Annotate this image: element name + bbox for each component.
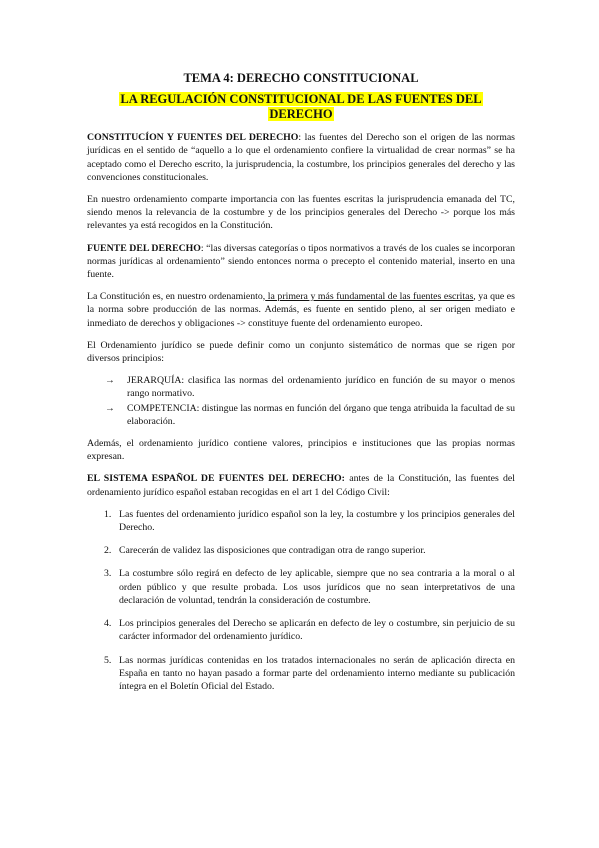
list-number: 1. (104, 508, 112, 520)
heading-constitucion-fuentes: CONSTITUCÍON Y FUENTES DEL DERECHO (87, 132, 299, 144)
arrow-icon: → (105, 375, 115, 387)
document-page (87, 72, 515, 703)
codigo-civil-articles-list (87, 508, 515, 693)
list-item (87, 402, 515, 428)
list-item-text: Carecerán de validez las disposiciones que contradigan otra de rango superior. (119, 545, 426, 557)
list-item-text: Las fuentes del ordenamiento jurídico español son la ley, la costumbre y los principios generales del Derecho. (119, 508, 515, 534)
paragraph-constitucion-fuentes (87, 131, 515, 184)
list-item (87, 617, 515, 643)
paragraph-sistema-espanol (87, 472, 515, 498)
list-item (87, 374, 515, 400)
arrow-icon: → (105, 402, 115, 414)
paragraph-text: , ya que es la norma sobre producción de las normas. Además, es fuente en sentido pleno, al ser origen mediato e inmediato de derechos y obligaciones -> constituye fuente del ordenamiento europeo. (87, 291, 515, 329)
list-item-text: JERARQUÍA: clasifica las normas del ordenamiento jurídico en función de su mayor o menos rango normativo. (127, 375, 515, 400)
paragraph-text: : las fuentes del Derecho son el origen de las normas jurídicas en el sentido de “aquello a lo que el ordenamiento confiere la virtualidad de crear normas” se ha aceptado como el Derecho escrito, la jurisprudencia, la costumbre, los principios generales del derecho y las convenciones constitucionales. (87, 132, 515, 183)
underlined-text: la primera y más fundamental de las fuentes escritas (265, 291, 474, 303)
subtitle-line-2: DERECHO (269, 107, 333, 122)
paragraph-text: La Constitución es, en nuestro ordenamiento, (87, 291, 266, 303)
list-item (87, 544, 515, 557)
paragraph-text: : “las diversas categorías o tipos normativos a través de los cuales se incorporan normas jurídicas al ordenamiento” siendo entonces norma o precepto el contenido material, inserto en una fuente. (87, 242, 515, 281)
paragraph-text: antes de la Constitución, las fuentes del ordenamiento jurídico español estaban recogidas en el art 1 del Código Civil: (87, 473, 515, 498)
paragraph-constitucion (87, 290, 515, 330)
heading-fuente-derecho: FUENTE DEL DERECHO (87, 242, 201, 254)
list-item (87, 654, 515, 694)
list-number: 4. (104, 618, 112, 630)
list-number: 3. (104, 568, 112, 580)
paragraph-fuente-derecho (87, 242, 515, 282)
list-item-text: COMPETENCIA: distingue las normas en función del órgano que tenga atribuida la facultad de su elaboración. (127, 402, 515, 427)
list-number: 5. (104, 654, 112, 666)
subtitle-line-1: LA REGULACIÓN CONSTITUCIONAL DE LAS FUENTES DEL (120, 92, 482, 107)
paragraph-valores: Además, el ordenamiento jurídico contiene valores, principios e instituciones que las propias normas expresan. (87, 438, 515, 463)
list-item-text: Los principios generales del Derecho se aplicarán en defecto de ley o costumbre, sin perjuicio de su carácter informador del ordenamiento jurídico. (119, 618, 515, 643)
heading-sistema-espanol: EL SISTEMA ESPAÑOL DE FUENTES DEL DERECHO: (87, 473, 345, 485)
list-number: 2. (104, 545, 112, 557)
list-item (87, 567, 515, 607)
paragraph-ordenamiento-juridico: El Ordenamiento jurídico se puede definir como un conjunto sistemático de normas que se rigen por diversos principios: (87, 339, 515, 365)
list-item-text: Las normas jurídicas contenidas en los tratados internacionales no serán de aplicación directa en España en tanto no hayan pasado a formar parte del ordenamiento interno mediante su publicación íntegra en el Boletín Oficial del Estado. (119, 654, 515, 692)
page-title: TEMA 4: DERECHO CONSTITUCIONAL (183, 71, 419, 85)
highlighted-subtitle (87, 92, 515, 122)
paragraph-ordenamiento: En nuestro ordenamiento comparte importancia con las fuentes escritas la jurisprudencia emanada del TC, siendo menos la relevancia de la costumbre y de los principios generales del Derecho -> porque los más relevantes ya está recogidos en la Constitución. (87, 194, 515, 232)
list-item (87, 508, 515, 534)
list-item-text: La costumbre sólo regirá en defecto de ley aplicable, siempre que no sea contraria a la moral o al orden público y que resulte probada. Los usos jurídicos que no sean interpretativos de una declaración de voluntad, tendrán la consideración de costumbre. (119, 568, 515, 606)
principles-list (87, 374, 515, 428)
